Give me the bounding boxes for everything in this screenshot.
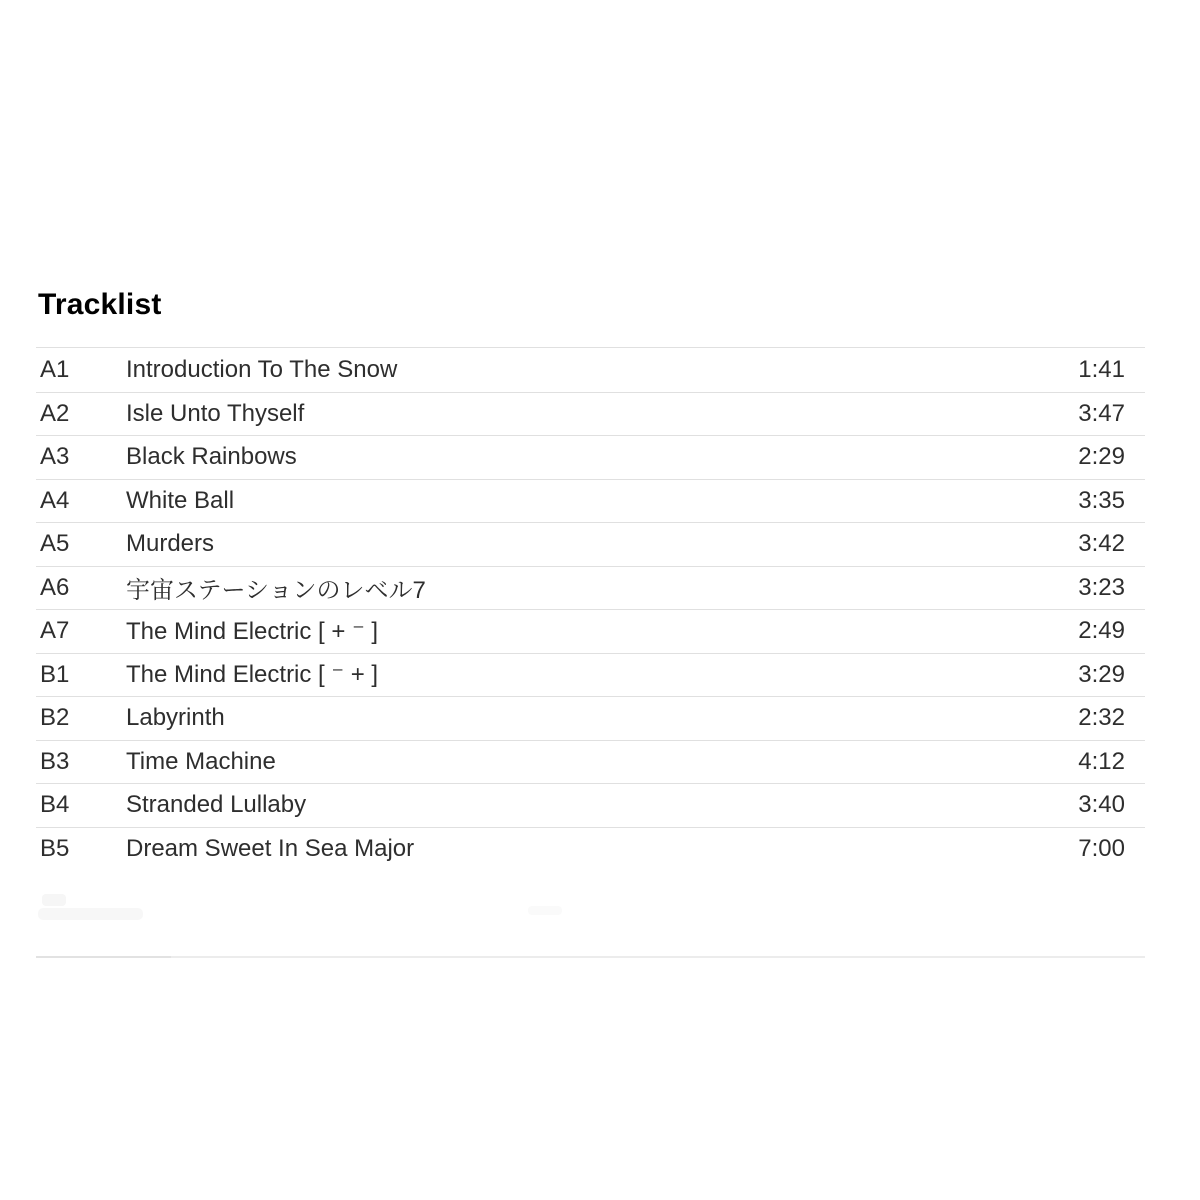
track-position: A2 [40, 399, 70, 427]
faint-artifact [42, 894, 66, 906]
track-row [36, 740, 1145, 784]
track-title: 宇宙ステーションのレベル7 [126, 577, 426, 605]
track-position: B3 [40, 747, 70, 775]
track-title: Stranded Lullaby [126, 791, 307, 819]
track-row [36, 783, 1145, 827]
track-position: A1 [40, 355, 70, 383]
track-duration: 2:32 [1078, 704, 1125, 732]
track-row [36, 609, 1145, 653]
track-duration: 3:29 [1078, 660, 1125, 688]
track-position: A4 [40, 486, 70, 514]
track-title: The Mind Electric [ ⁻ + ] [126, 661, 379, 689]
faint-artifact [528, 906, 562, 915]
track-title: Murders [126, 530, 215, 558]
track-duration: 3:42 [1078, 530, 1125, 558]
track-duration: 7:00 [1078, 834, 1125, 862]
track-row [36, 696, 1145, 740]
track-title: Dream Sweet In Sea Major [126, 834, 415, 862]
tracklist-table [36, 347, 1145, 870]
track-title: White Ball [126, 486, 235, 514]
section-divider-segment [36, 956, 171, 958]
track-duration: 2:29 [1078, 443, 1125, 471]
track-row [36, 522, 1145, 566]
track-position: A5 [40, 530, 70, 558]
track-position: B5 [40, 834, 70, 862]
track-title: Labyrinth [126, 704, 225, 732]
track-duration: 3:23 [1078, 573, 1125, 601]
track-duration: 1:41 [1078, 355, 1125, 383]
track-title: Black Rainbows [126, 443, 297, 471]
track-row [36, 827, 1145, 871]
track-row [36, 392, 1145, 436]
track-position: B4 [40, 791, 70, 819]
track-row [36, 653, 1145, 697]
tracklist-heading: Tracklist [38, 288, 162, 321]
faint-artifact [38, 908, 143, 920]
below-tracklist-zone [36, 870, 1145, 956]
track-row [36, 479, 1145, 523]
track-position: A7 [40, 617, 70, 645]
track-duration: 3:47 [1078, 399, 1125, 427]
track-duration: 4:12 [1078, 747, 1125, 775]
track-position: B1 [40, 660, 70, 688]
track-duration: 3:40 [1078, 791, 1125, 819]
track-duration: 3:35 [1078, 486, 1125, 514]
section-divider [36, 956, 1145, 958]
track-row [36, 435, 1145, 479]
track-title: Isle Unto Thyself [126, 399, 305, 427]
track-title: Introduction To The Snow [126, 355, 398, 383]
track-row [36, 566, 1145, 610]
track-title: The Mind Electric [ + ⁻ ] [126, 617, 379, 645]
track-duration: 2:49 [1078, 617, 1125, 645]
track-row [36, 348, 1145, 392]
track-position: A3 [40, 443, 70, 471]
track-position: A6 [40, 573, 70, 601]
track-position: B2 [40, 704, 70, 732]
track-title: Time Machine [126, 747, 276, 775]
